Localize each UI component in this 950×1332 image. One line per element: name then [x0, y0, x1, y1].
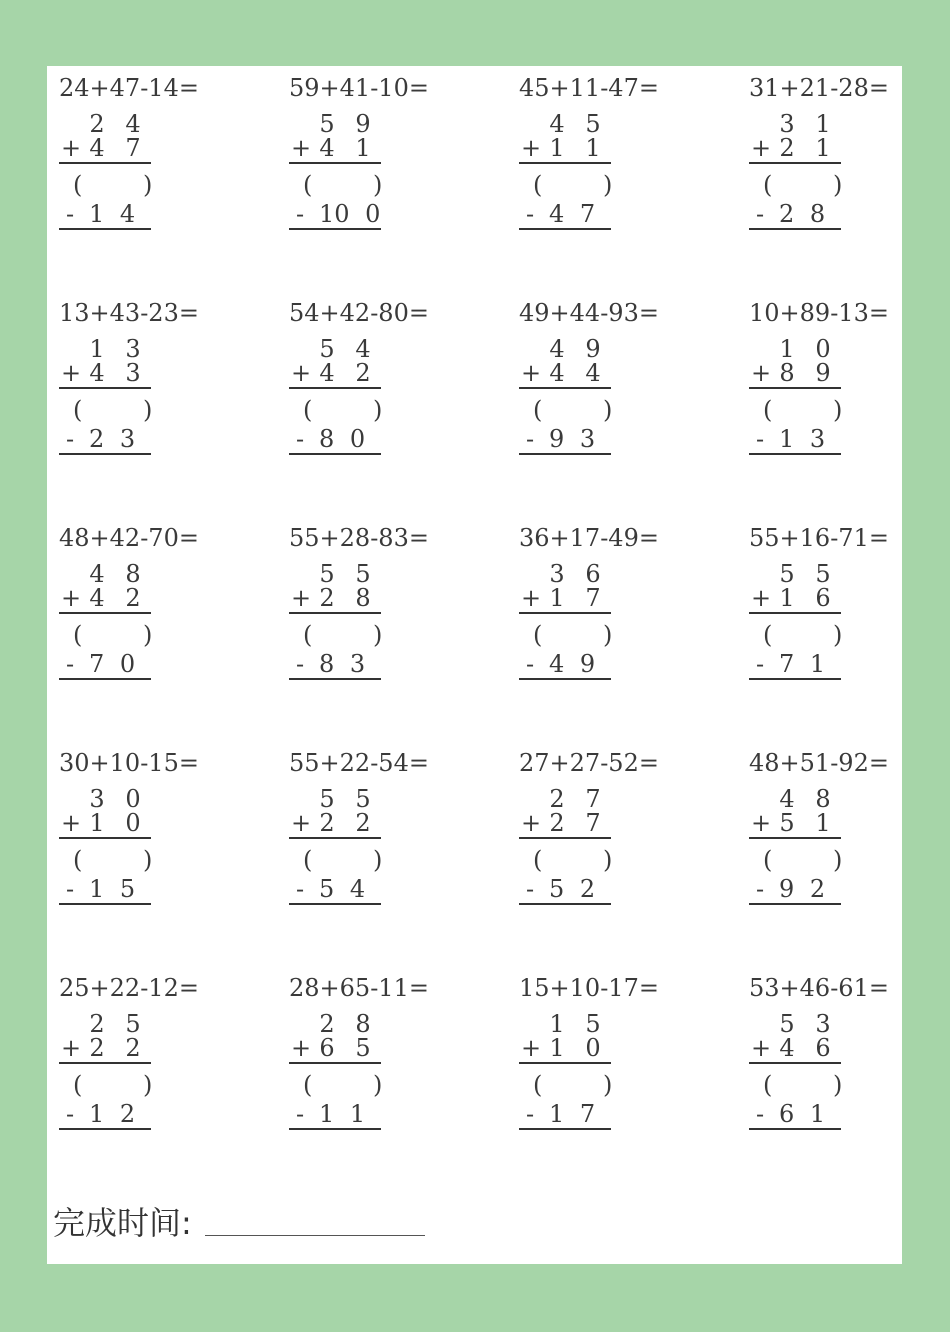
- answer-paren-open: (: [763, 1071, 773, 1099]
- sum-line: [59, 903, 151, 905]
- math-problem: [47, 516, 247, 686]
- subtrahend: 10 0: [319, 200, 381, 228]
- problem-equation: 28+65-11=: [289, 974, 429, 1002]
- ones-digit: 7: [585, 809, 601, 837]
- problem-equation: 24+47-14=: [59, 74, 199, 102]
- answer-paren-open: (: [763, 846, 773, 874]
- sum-line: [289, 1062, 381, 1064]
- minus-sign: -: [755, 1100, 765, 1128]
- tens-digit: 1: [549, 1010, 565, 1038]
- plus-sign: +: [291, 584, 312, 612]
- answer-paren-close: ): [143, 621, 153, 649]
- answer-paren-close: ): [833, 396, 843, 424]
- sum-line: [519, 678, 611, 680]
- answer-paren-close: ): [603, 621, 613, 649]
- sum-line: [59, 1128, 151, 1130]
- minus-sign: -: [525, 200, 535, 228]
- answer-paren-close: ): [373, 171, 383, 199]
- math-problem: [277, 66, 477, 236]
- sum-line: [519, 903, 611, 905]
- problem-equation: 59+41-10=: [289, 74, 429, 102]
- ones-digit: 7: [125, 134, 141, 162]
- math-problem: [737, 966, 937, 1136]
- tens-digit: 4: [779, 785, 795, 813]
- sum-line: [519, 1128, 611, 1130]
- plus-sign: +: [751, 584, 772, 612]
- subtrahend: 1 2: [89, 1100, 136, 1128]
- sum-line: [519, 1062, 611, 1064]
- answer-paren-close: ): [143, 171, 153, 199]
- plus-sign: +: [521, 134, 542, 162]
- math-problem: [737, 741, 937, 911]
- tens-digit: 1: [89, 809, 105, 837]
- answer-paren-open: (: [73, 621, 83, 649]
- problem-equation: 10+89-13=: [749, 299, 889, 327]
- answer-paren-open: (: [763, 396, 773, 424]
- sum-line: [59, 837, 151, 839]
- subtrahend: 2 8: [779, 200, 826, 228]
- plus-sign: +: [521, 1034, 542, 1062]
- ones-digit: 1: [355, 134, 371, 162]
- sum-line: [289, 1128, 381, 1130]
- tens-digit: 5: [319, 335, 335, 363]
- answer-paren-open: (: [763, 171, 773, 199]
- tens-digit: 4: [549, 359, 565, 387]
- subtrahend: 1 5: [89, 875, 136, 903]
- minus-sign: -: [295, 875, 305, 903]
- problem-equation: 27+27-52=: [519, 749, 659, 777]
- answer-paren-close: ): [603, 396, 613, 424]
- answer-paren-close: ): [143, 396, 153, 424]
- problem-equation: 15+10-17=: [519, 974, 659, 1002]
- ones-digit: 5: [355, 560, 371, 588]
- ones-digit: 2: [355, 809, 371, 837]
- column-work: [749, 335, 841, 457]
- plus-sign: +: [61, 584, 82, 612]
- ones-digit: 8: [355, 584, 371, 612]
- answer-paren-close: ): [373, 621, 383, 649]
- ones-digit: 8: [125, 560, 141, 588]
- minus-sign: -: [525, 1100, 535, 1128]
- sum-line: [59, 453, 151, 455]
- subtrahend: 5 2: [549, 875, 596, 903]
- problem-equation: 30+10-15=: [59, 749, 199, 777]
- tens-digit: 3: [779, 110, 795, 138]
- sum-line: [749, 162, 841, 164]
- tens-digit: 4: [89, 584, 105, 612]
- sum-line: [59, 228, 151, 230]
- tens-digit: 2: [89, 1034, 105, 1062]
- completion-time-label: 完成时间:: [53, 1204, 192, 1242]
- sum-line: [289, 678, 381, 680]
- ones-digit: 1: [585, 134, 601, 162]
- ones-digit: 5: [585, 1010, 601, 1038]
- column-work: [289, 785, 381, 907]
- problem-equation: 48+42-70=: [59, 524, 199, 552]
- ones-digit: 1: [815, 134, 831, 162]
- math-problem: [507, 291, 707, 461]
- math-problem: [47, 66, 247, 236]
- column-work: [59, 110, 151, 232]
- plus-sign: +: [61, 1034, 82, 1062]
- ones-digit: 5: [815, 560, 831, 588]
- column-work: [519, 560, 611, 682]
- tens-digit: 5: [779, 809, 795, 837]
- column-work: [289, 110, 381, 232]
- answer-paren-open: (: [763, 621, 773, 649]
- minus-sign: -: [295, 425, 305, 453]
- sum-line: [749, 228, 841, 230]
- tens-digit: 2: [779, 134, 795, 162]
- column-work: [519, 110, 611, 232]
- problem-equation: 49+44-93=: [519, 299, 659, 327]
- ones-digit: 7: [585, 584, 601, 612]
- math-problem: [507, 66, 707, 236]
- subtrahend: 8 0: [319, 425, 366, 453]
- sum-line: [749, 453, 841, 455]
- tens-digit: 4: [549, 110, 565, 138]
- answer-paren-close: ): [143, 1071, 153, 1099]
- answer-paren-open: (: [533, 171, 543, 199]
- math-problem: [507, 741, 707, 911]
- subtrahend: 1 7: [549, 1100, 596, 1128]
- plus-sign: +: [61, 359, 82, 387]
- tens-digit: 2: [319, 1010, 335, 1038]
- sum-line: [289, 453, 381, 455]
- column-work: [519, 1010, 611, 1132]
- column-work: [59, 560, 151, 682]
- tens-digit: 5: [319, 110, 335, 138]
- plus-sign: +: [751, 809, 772, 837]
- problem-equation: 25+22-12=: [59, 974, 199, 1002]
- tens-digit: 3: [549, 560, 565, 588]
- column-work: [289, 560, 381, 682]
- ones-digit: 1: [815, 110, 831, 138]
- ones-digit: 3: [125, 359, 141, 387]
- math-problem: [277, 516, 477, 686]
- tens-digit: 1: [549, 1034, 565, 1062]
- sum-line: [59, 1062, 151, 1064]
- sum-line: [749, 678, 841, 680]
- tens-digit: 1: [779, 335, 795, 363]
- answer-paren-open: (: [73, 1071, 83, 1099]
- sum-line: [519, 837, 611, 839]
- answer-paren-close: ): [833, 846, 843, 874]
- minus-sign: -: [525, 875, 535, 903]
- sum-line: [289, 612, 381, 614]
- tens-digit: 2: [89, 1010, 105, 1038]
- problem-equation: 55+22-54=: [289, 749, 429, 777]
- ones-digit: 2: [355, 359, 371, 387]
- answer-paren-open: (: [73, 171, 83, 199]
- sum-line: [749, 837, 841, 839]
- sum-line: [59, 387, 151, 389]
- sum-line: [289, 903, 381, 905]
- tens-digit: 1: [549, 584, 565, 612]
- column-work: [749, 785, 841, 907]
- minus-sign: -: [755, 425, 765, 453]
- tens-digit: 1: [89, 335, 105, 363]
- sum-line: [749, 387, 841, 389]
- sum-line: [749, 1128, 841, 1130]
- tens-digit: 1: [549, 134, 565, 162]
- tens-digit: 3: [89, 785, 105, 813]
- problem-equation: 54+42-80=: [289, 299, 429, 327]
- sum-line: [59, 612, 151, 614]
- sum-line: [519, 387, 611, 389]
- ones-digit: 0: [585, 1034, 601, 1062]
- problem-equation: 48+51-92=: [749, 749, 889, 777]
- tens-digit: 4: [549, 335, 565, 363]
- ones-digit: 2: [125, 1034, 141, 1062]
- plus-sign: +: [291, 134, 312, 162]
- tens-digit: 5: [319, 560, 335, 588]
- sum-line: [289, 162, 381, 164]
- tens-digit: 1: [779, 584, 795, 612]
- problem-equation: 45+11-47=: [519, 74, 659, 102]
- tens-digit: 4: [779, 1034, 795, 1062]
- minus-sign: -: [525, 650, 535, 678]
- answer-paren-open: (: [303, 621, 313, 649]
- math-problem: [277, 966, 477, 1136]
- minus-sign: -: [65, 200, 75, 228]
- tens-digit: 5: [779, 560, 795, 588]
- math-problem: [47, 741, 247, 911]
- ones-digit: 4: [355, 335, 371, 363]
- answer-paren-open: (: [303, 396, 313, 424]
- math-problem: [507, 966, 707, 1136]
- ones-digit: 9: [585, 335, 601, 363]
- ones-digit: 4: [585, 359, 601, 387]
- minus-sign: -: [65, 875, 75, 903]
- tens-digit: 4: [319, 134, 335, 162]
- math-problem: [507, 516, 707, 686]
- answer-paren-open: (: [303, 846, 313, 874]
- sum-line: [519, 228, 611, 230]
- answer-paren-open: (: [303, 171, 313, 199]
- column-work: [59, 785, 151, 907]
- answer-paren-open: (: [533, 396, 543, 424]
- ones-digit: 2: [125, 584, 141, 612]
- math-problem: [737, 516, 937, 686]
- ones-digit: 0: [125, 809, 141, 837]
- answer-paren-open: (: [533, 846, 543, 874]
- sum-line: [59, 162, 151, 164]
- minus-sign: -: [65, 650, 75, 678]
- answer-paren-close: ): [603, 846, 613, 874]
- subtrahend: 1 3: [779, 425, 826, 453]
- tens-digit: 4: [89, 359, 105, 387]
- sum-line: [59, 678, 151, 680]
- tens-digit: 8: [779, 359, 795, 387]
- plus-sign: +: [291, 809, 312, 837]
- tens-digit: 2: [549, 785, 565, 813]
- answer-paren-open: (: [303, 1071, 313, 1099]
- answer-paren-close: ): [833, 171, 843, 199]
- ones-digit: 1: [815, 809, 831, 837]
- ones-digit: 7: [585, 785, 601, 813]
- problem-equation: 13+43-23=: [59, 299, 199, 327]
- problem-equation: 55+16-71=: [749, 524, 889, 552]
- ones-digit: 6: [815, 1034, 831, 1062]
- column-work: [59, 335, 151, 457]
- ones-digit: 5: [355, 1034, 371, 1062]
- minus-sign: -: [755, 200, 765, 228]
- minus-sign: -: [755, 875, 765, 903]
- tens-digit: 2: [89, 110, 105, 138]
- plus-sign: +: [61, 134, 82, 162]
- subtrahend: 1 1: [319, 1100, 366, 1128]
- ones-digit: 3: [125, 335, 141, 363]
- subtrahend: 9 2: [779, 875, 826, 903]
- tens-digit: 4: [89, 560, 105, 588]
- answer-paren-close: ): [373, 846, 383, 874]
- column-work: [519, 335, 611, 457]
- column-work: [749, 110, 841, 232]
- minus-sign: -: [755, 650, 765, 678]
- column-work: [749, 560, 841, 682]
- ones-digit: 4: [125, 110, 141, 138]
- ones-digit: 8: [355, 1010, 371, 1038]
- minus-sign: -: [65, 1100, 75, 1128]
- answer-paren-open: (: [533, 621, 543, 649]
- math-problem: [277, 291, 477, 461]
- subtrahend: 6 1: [779, 1100, 826, 1128]
- sum-line: [749, 612, 841, 614]
- answer-paren-close: ): [833, 1071, 843, 1099]
- tens-digit: 4: [319, 359, 335, 387]
- plus-sign: +: [521, 584, 542, 612]
- problem-equation: 31+21-28=: [749, 74, 889, 102]
- ones-digit: 5: [125, 1010, 141, 1038]
- plus-sign: +: [751, 134, 772, 162]
- math-problem: [47, 291, 247, 461]
- sum-line: [519, 162, 611, 164]
- plus-sign: +: [751, 359, 772, 387]
- ones-digit: 5: [355, 785, 371, 813]
- column-work: [59, 1010, 151, 1132]
- tens-digit: 4: [89, 134, 105, 162]
- ones-digit: 8: [815, 785, 831, 813]
- problem-equation: 55+28-83=: [289, 524, 429, 552]
- tens-digit: 5: [779, 1010, 795, 1038]
- subtrahend: 4 9: [549, 650, 596, 678]
- answer-paren-close: ): [373, 1071, 383, 1099]
- sum-line: [519, 612, 611, 614]
- column-work: [289, 335, 381, 457]
- column-work: [289, 1010, 381, 1132]
- subtrahend: 8 3: [319, 650, 366, 678]
- ones-digit: 0: [815, 335, 831, 363]
- sum-line: [289, 837, 381, 839]
- plus-sign: +: [61, 809, 82, 837]
- subtrahend: 4 7: [549, 200, 596, 228]
- sum-line: [289, 387, 381, 389]
- sum-line: [289, 228, 381, 230]
- plus-sign: +: [521, 359, 542, 387]
- math-problem: [277, 741, 477, 911]
- answer-paren-close: ): [833, 621, 843, 649]
- ones-digit: 6: [815, 584, 831, 612]
- tens-digit: 2: [319, 809, 335, 837]
- answer-paren-open: (: [73, 396, 83, 424]
- answer-paren-close: ): [373, 396, 383, 424]
- worksheet: [47, 66, 902, 1264]
- subtrahend: 9 3: [549, 425, 596, 453]
- ones-digit: 6: [585, 560, 601, 588]
- sum-line: [749, 1062, 841, 1064]
- math-problem: [737, 66, 937, 236]
- subtrahend: 7 1: [779, 650, 826, 678]
- answer-paren-close: ): [603, 171, 613, 199]
- ones-digit: 5: [585, 110, 601, 138]
- answer-paren-close: ): [143, 846, 153, 874]
- minus-sign: -: [295, 200, 305, 228]
- plus-sign: +: [521, 809, 542, 837]
- subtrahend: 5 4: [319, 875, 366, 903]
- tens-digit: 2: [319, 584, 335, 612]
- math-problem: [737, 291, 937, 461]
- answer-paren-open: (: [533, 1071, 543, 1099]
- tens-digit: 5: [319, 785, 335, 813]
- minus-sign: -: [295, 1100, 305, 1128]
- minus-sign: -: [65, 425, 75, 453]
- subtrahend: 2 3: [89, 425, 136, 453]
- tens-digit: 2: [549, 809, 565, 837]
- ones-digit: 3: [815, 1010, 831, 1038]
- tens-digit: 6: [319, 1034, 335, 1062]
- plus-sign: +: [291, 359, 312, 387]
- plus-sign: +: [751, 1034, 772, 1062]
- minus-sign: -: [295, 650, 305, 678]
- math-problem: [47, 966, 247, 1136]
- sum-line: [749, 903, 841, 905]
- answer-paren-open: (: [73, 846, 83, 874]
- ones-digit: 9: [355, 110, 371, 138]
- plus-sign: +: [291, 1034, 312, 1062]
- subtrahend: 1 4: [89, 200, 136, 228]
- minus-sign: -: [525, 425, 535, 453]
- ones-digit: 0: [125, 785, 141, 813]
- column-work: [519, 785, 611, 907]
- subtrahend: 7 0: [89, 650, 136, 678]
- ones-digit: 9: [815, 359, 831, 387]
- column-work: [749, 1010, 841, 1132]
- sum-line: [519, 453, 611, 455]
- answer-paren-close: ): [603, 1071, 613, 1099]
- problem-equation: 36+17-49=: [519, 524, 659, 552]
- completion-time-blank[interactable]: [205, 1235, 425, 1236]
- problem-equation: 53+46-61=: [749, 974, 889, 1002]
